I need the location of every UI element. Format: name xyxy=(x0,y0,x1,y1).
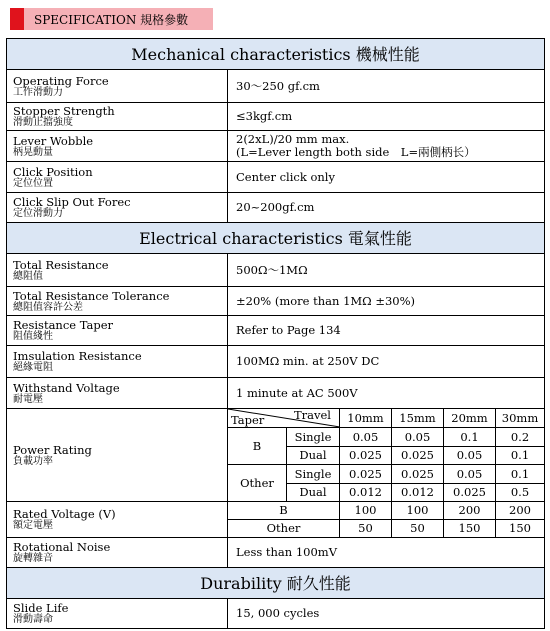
rated-label-other: Other xyxy=(228,520,340,538)
type-dual: Dual xyxy=(287,447,340,465)
label-rotational-noise: Rotational Noise 旋轉雜音 xyxy=(7,538,228,568)
power-cell: 0.012 xyxy=(340,484,392,502)
label-stopper-strength: Stopper Strength 滑動止擋強度 xyxy=(7,103,228,131)
red-marker xyxy=(10,8,24,30)
label-click-position: Click Position 定位位置 xyxy=(7,162,228,193)
label-slide-life: Slide Life 滑動壽命 xyxy=(7,599,228,629)
label-click-slip-out: Click Slip Out Forec 定位滑動力 xyxy=(7,193,228,223)
value-rotational-noise: Less than 100mV xyxy=(228,538,545,568)
section-electrical: Electrical characteristics 電氣性能 xyxy=(7,223,545,254)
value-resistance-tolerance: ±20% (more than 1MΩ ±30%) xyxy=(228,287,545,316)
value-lever-wobble: 2(2xL)/20 mm max. (L=Lever length both side L=兩側柄长） xyxy=(228,131,545,162)
taper-label: Taper xyxy=(231,413,265,427)
section-mechanical: Mechanical characteristics 機械性能 xyxy=(7,39,545,70)
label-power-rating: Power Rating 負載功率 xyxy=(7,409,228,502)
rated-label-b: B xyxy=(228,502,340,520)
label-lever-wobble: Lever Wobble 柄晃動量 xyxy=(7,131,228,162)
value-insulation-resistance: 100MΩ min. at 250V DC xyxy=(228,346,545,378)
label-resistance-tolerance: Total Resistance Tolerance 總阻值容許公差 xyxy=(7,287,228,316)
taper-travel-header xyxy=(228,409,340,428)
rated-cell: 50 xyxy=(392,520,444,538)
value-stopper-strength: ≤3kgf.cm xyxy=(228,103,545,131)
rated-cell: 50 xyxy=(340,520,392,538)
power-cell: 0.012 xyxy=(392,484,444,502)
power-cell: 0.2 xyxy=(496,428,545,447)
power-cell: 0.1 xyxy=(444,428,496,447)
travel-label: Travel xyxy=(293,408,331,422)
power-cell: 0.025 xyxy=(340,465,392,484)
rated-cell: 100 xyxy=(392,502,444,520)
taper-b: B xyxy=(228,428,287,465)
type-dual: Dual xyxy=(287,484,340,502)
travel-30mm: 30mm xyxy=(496,409,545,428)
label-operating-force: Operating Force 工作滑動力 xyxy=(7,70,228,103)
value-withstand-voltage: 1 minute at AC 500V xyxy=(228,378,545,409)
label-withstand-voltage: Withstand Voltage 耐電壓 xyxy=(7,378,228,409)
value-operating-force: 30～250 gf.cm xyxy=(228,70,545,103)
rated-cell: 100 xyxy=(340,502,392,520)
section-durability: Durability 耐久性能 xyxy=(7,568,545,599)
power-cell: 0.025 xyxy=(340,447,392,465)
type-single: Single xyxy=(287,465,340,484)
travel-15mm: 15mm xyxy=(392,409,444,428)
power-cell: 0.05 xyxy=(340,428,392,447)
travel-10mm: 10mm xyxy=(340,409,392,428)
power-cell: 0.05 xyxy=(392,428,444,447)
value-slide-life: 15, 000 cycles xyxy=(228,599,545,629)
label-resistance-taper: Resistance Taper 阻值綫性 xyxy=(7,316,228,346)
label-total-resistance: Total Resistance 總阻值 xyxy=(7,254,228,287)
label-rated-voltage: Rated Voltage (V) 額定電壓 xyxy=(7,502,228,538)
travel-20mm: 20mm xyxy=(444,409,496,428)
power-cell: 0.025 xyxy=(444,484,496,502)
value-click-position: Center click only xyxy=(228,162,545,193)
power-cell: 0.025 xyxy=(392,447,444,465)
rated-cell: 150 xyxy=(444,520,496,538)
power-cell: 0.1 xyxy=(496,447,545,465)
taper-other: Other xyxy=(228,465,287,502)
power-cell: 0.5 xyxy=(496,484,545,502)
value-total-resistance: 500Ω～1MΩ xyxy=(228,254,545,287)
label-insulation-resistance: Imsulation Resistance 絕緣電阻 xyxy=(7,346,228,378)
value-resistance-taper: Refer to Page 134 xyxy=(228,316,545,346)
type-single: Single xyxy=(287,428,340,447)
power-cell: 0.05 xyxy=(444,465,496,484)
power-cell: 0.025 xyxy=(392,465,444,484)
power-cell: 0.1 xyxy=(496,465,545,484)
spec-header xyxy=(10,8,213,30)
rated-cell: 200 xyxy=(496,502,545,520)
spec-title: SPECIFICATION 規格參數 xyxy=(34,13,189,27)
rated-cell: 150 xyxy=(496,520,545,538)
power-cell: 0.05 xyxy=(444,447,496,465)
value-click-slip-out: 20~200gf.cm xyxy=(228,193,545,223)
rated-cell: 200 xyxy=(444,502,496,520)
spec-table xyxy=(6,38,545,629)
